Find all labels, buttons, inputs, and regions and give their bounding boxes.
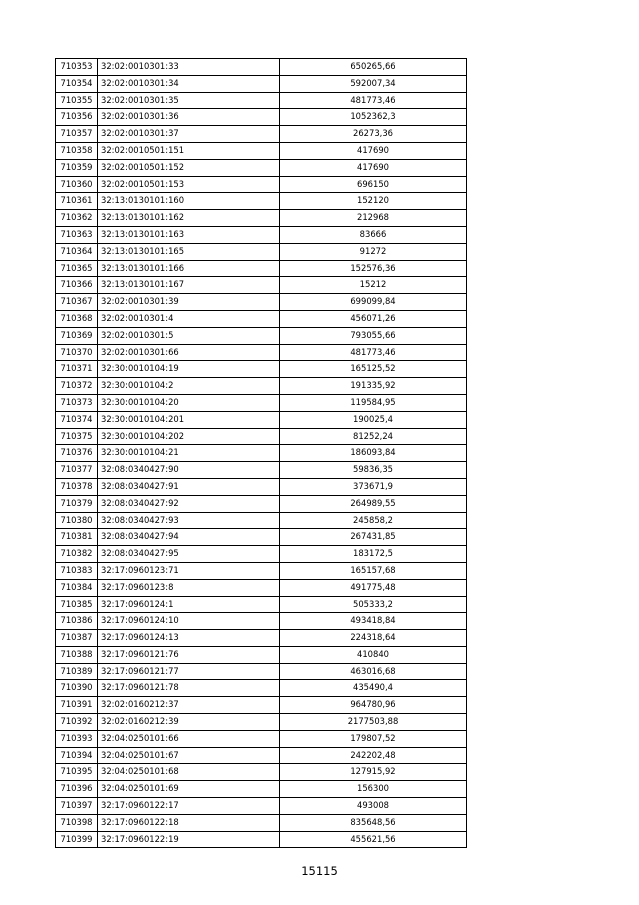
- value-cell: 26273,36: [280, 126, 467, 143]
- value-cell: 83666: [280, 226, 467, 243]
- cadastral-number-cell: 32:17:0960123:8: [98, 579, 280, 596]
- value-cell: 493418,84: [280, 613, 467, 630]
- cadastral-number-cell: 32:17:0960122:19: [98, 831, 280, 848]
- cadastral-number-cell: 32:17:0960124:13: [98, 630, 280, 647]
- table-row: [56, 596, 467, 613]
- value-cell: 179807,52: [280, 730, 467, 747]
- table-row: [56, 546, 467, 563]
- cadastral-number-cell: 32:30:0010104:2: [98, 378, 280, 395]
- cadastral-number-cell: 32:08:0340427:95: [98, 546, 280, 563]
- cadastral-number-cell: 32:17:0960122:18: [98, 814, 280, 831]
- table-row: [56, 226, 467, 243]
- cadastral-number-cell: 32:04:0250101:67: [98, 747, 280, 764]
- row-id-cell: 710357: [56, 126, 98, 143]
- table-row: [56, 613, 467, 630]
- row-id-cell: 710376: [56, 445, 98, 462]
- table-row: [56, 462, 467, 479]
- table-row: [56, 646, 467, 663]
- cadastral-number-cell: 32:13:0130101:160: [98, 193, 280, 210]
- table-row: [56, 176, 467, 193]
- cadastral-number-cell: 32:02:0010301:5: [98, 327, 280, 344]
- value-cell: 190025,4: [280, 411, 467, 428]
- cadastral-number-cell: 32:02:0010301:34: [98, 75, 280, 92]
- row-id-cell: 710361: [56, 193, 98, 210]
- row-id-cell: 710372: [56, 378, 98, 395]
- row-id-cell: 710366: [56, 277, 98, 294]
- table-row: [56, 294, 467, 311]
- value-cell: 1052362,3: [280, 109, 467, 126]
- cadastral-number-cell: 32:02:0010501:152: [98, 159, 280, 176]
- row-id-cell: 710389: [56, 663, 98, 680]
- value-cell: 964780,96: [280, 697, 467, 714]
- row-id-cell: 710369: [56, 327, 98, 344]
- cadastral-number-cell: 32:02:0010301:35: [98, 92, 280, 109]
- value-cell: 152120: [280, 193, 467, 210]
- cadastral-number-cell: 32:17:0960121:77: [98, 663, 280, 680]
- value-cell: 186093,84: [280, 445, 467, 462]
- row-id-cell: 710373: [56, 394, 98, 411]
- cadastral-number-cell: 32:08:0340427:90: [98, 462, 280, 479]
- table-row: [56, 411, 467, 428]
- row-id-cell: 710380: [56, 512, 98, 529]
- table-row: [56, 75, 467, 92]
- value-cell: 505333,2: [280, 596, 467, 613]
- cadastral-number-cell: 32:17:0960122:17: [98, 798, 280, 815]
- cadastral-number-cell: 32:30:0010104:20: [98, 394, 280, 411]
- row-id-cell: 710367: [56, 294, 98, 311]
- table-row: [56, 697, 467, 714]
- cadastral-number-cell: 32:02:0160212:37: [98, 697, 280, 714]
- row-id-cell: 710354: [56, 75, 98, 92]
- row-id-cell: 710386: [56, 613, 98, 630]
- table-row: [56, 747, 467, 764]
- page-number: 15115: [301, 864, 338, 878]
- table-row: [56, 378, 467, 395]
- value-cell: 119584,95: [280, 394, 467, 411]
- table-row: [56, 126, 467, 143]
- row-id-cell: 710383: [56, 562, 98, 579]
- value-cell: 191335,92: [280, 378, 467, 395]
- table-row: [56, 495, 467, 512]
- cadastral-number-cell: 32:02:0010301:36: [98, 109, 280, 126]
- data-table: [55, 58, 467, 848]
- table-row: [56, 428, 467, 445]
- table-row: [56, 579, 467, 596]
- value-cell: 835648,56: [280, 814, 467, 831]
- table-row: [56, 159, 467, 176]
- table-row: [56, 243, 467, 260]
- value-cell: 81252,24: [280, 428, 467, 445]
- row-id-cell: 710390: [56, 680, 98, 697]
- row-id-cell: 710379: [56, 495, 98, 512]
- row-id-cell: 710392: [56, 714, 98, 731]
- row-id-cell: 710355: [56, 92, 98, 109]
- row-id-cell: 710358: [56, 142, 98, 159]
- row-id-cell: 710377: [56, 462, 98, 479]
- table-row: [56, 445, 467, 462]
- value-cell: 455621,56: [280, 831, 467, 848]
- cadastral-number-cell: 32:02:0010301:33: [98, 59, 280, 76]
- cadastral-number-cell: 32:04:0250101:69: [98, 781, 280, 798]
- cadastral-number-cell: 32:02:0010301:39: [98, 294, 280, 311]
- row-id-cell: 710391: [56, 697, 98, 714]
- value-cell: 410840: [280, 646, 467, 663]
- row-id-cell: 710396: [56, 781, 98, 798]
- cadastral-number-cell: 32:17:0960124:1: [98, 596, 280, 613]
- table-row: [56, 781, 467, 798]
- table-row: [56, 630, 467, 647]
- row-id-cell: 710375: [56, 428, 98, 445]
- cadastral-number-cell: 32:30:0010104:201: [98, 411, 280, 428]
- value-cell: 696150: [280, 176, 467, 193]
- row-id-cell: 710399: [56, 831, 98, 848]
- cadastral-number-cell: 32:02:0010301:66: [98, 344, 280, 361]
- cadastral-number-cell: 32:08:0340427:91: [98, 478, 280, 495]
- value-cell: 373671,9: [280, 478, 467, 495]
- cadastral-number-cell: 32:02:0010301:37: [98, 126, 280, 143]
- table-row: [56, 327, 467, 344]
- row-id-cell: 710393: [56, 730, 98, 747]
- table-row: [56, 680, 467, 697]
- value-cell: 264989,55: [280, 495, 467, 512]
- table-row: [56, 210, 467, 227]
- cadastral-number-cell: 32:17:0960121:78: [98, 680, 280, 697]
- value-cell: 481773,46: [280, 92, 467, 109]
- value-cell: 242202,48: [280, 747, 467, 764]
- value-cell: 212968: [280, 210, 467, 227]
- value-cell: 267431,85: [280, 529, 467, 546]
- table-row: [56, 714, 467, 731]
- row-id-cell: 710388: [56, 646, 98, 663]
- value-cell: 456071,26: [280, 310, 467, 327]
- value-cell: 491775,48: [280, 579, 467, 596]
- value-cell: 165125,52: [280, 361, 467, 378]
- table-row: [56, 798, 467, 815]
- row-id-cell: 710363: [56, 226, 98, 243]
- table-row: [56, 193, 467, 210]
- table-row: [56, 142, 467, 159]
- cadastral-number-cell: 32:13:0130101:165: [98, 243, 280, 260]
- row-id-cell: 710359: [56, 159, 98, 176]
- table-row: [56, 663, 467, 680]
- row-id-cell: 710378: [56, 478, 98, 495]
- cadastral-number-cell: 32:04:0250101:66: [98, 730, 280, 747]
- cadastral-number-cell: 32:02:0160212:39: [98, 714, 280, 731]
- cadastral-number-cell: 32:17:0960121:76: [98, 646, 280, 663]
- cadastral-number-cell: 32:17:0960123:71: [98, 562, 280, 579]
- table-row: [56, 512, 467, 529]
- row-id-cell: 710356: [56, 109, 98, 126]
- row-id-cell: 710368: [56, 310, 98, 327]
- table-row: [56, 92, 467, 109]
- value-cell: 481773,46: [280, 344, 467, 361]
- cadastral-number-cell: 32:30:0010104:19: [98, 361, 280, 378]
- row-id-cell: 710385: [56, 596, 98, 613]
- table-row: [56, 394, 467, 411]
- table-row: [56, 59, 467, 76]
- row-id-cell: 710397: [56, 798, 98, 815]
- row-id-cell: 710394: [56, 747, 98, 764]
- value-cell: 699099,84: [280, 294, 467, 311]
- value-cell: 493008: [280, 798, 467, 815]
- cadastral-number-cell: 32:17:0960124:10: [98, 613, 280, 630]
- cadastral-number-cell: 32:02:0010501:153: [98, 176, 280, 193]
- row-id-cell: 710371: [56, 361, 98, 378]
- row-id-cell: 710384: [56, 579, 98, 596]
- table-row: [56, 814, 467, 831]
- value-cell: 417690: [280, 159, 467, 176]
- value-cell: 127915,92: [280, 764, 467, 781]
- row-id-cell: 710395: [56, 764, 98, 781]
- row-id-cell: 710360: [56, 176, 98, 193]
- table-row: [56, 277, 467, 294]
- table-row: [56, 109, 467, 126]
- value-cell: 2177503,88: [280, 714, 467, 731]
- cadastral-number-cell: 32:13:0130101:163: [98, 226, 280, 243]
- table-row: [56, 361, 467, 378]
- value-cell: 59836,35: [280, 462, 467, 479]
- row-id-cell: 710370: [56, 344, 98, 361]
- value-cell: 156300: [280, 781, 467, 798]
- table-row: [56, 478, 467, 495]
- table-row: [56, 344, 467, 361]
- value-cell: 15212: [280, 277, 467, 294]
- table-row: [56, 562, 467, 579]
- value-cell: 435490,4: [280, 680, 467, 697]
- table-row: [56, 764, 467, 781]
- table-row: [56, 831, 467, 848]
- row-id-cell: 710381: [56, 529, 98, 546]
- value-cell: 592007,34: [280, 75, 467, 92]
- cadastral-number-cell: 32:13:0130101:167: [98, 277, 280, 294]
- value-cell: 245858,2: [280, 512, 467, 529]
- row-id-cell: 710398: [56, 814, 98, 831]
- cadastral-number-cell: 32:08:0340427:94: [98, 529, 280, 546]
- cadastral-number-cell: 32:02:0010501:151: [98, 142, 280, 159]
- cadastral-number-cell: 32:08:0340427:93: [98, 512, 280, 529]
- value-cell: 650265,66: [280, 59, 467, 76]
- cadastral-number-cell: 32:30:0010104:202: [98, 428, 280, 445]
- value-cell: 152576,36: [280, 260, 467, 277]
- table-row: [56, 529, 467, 546]
- row-id-cell: 710387: [56, 630, 98, 647]
- row-id-cell: 710374: [56, 411, 98, 428]
- row-id-cell: 710362: [56, 210, 98, 227]
- row-id-cell: 710353: [56, 59, 98, 76]
- value-cell: 463016,68: [280, 663, 467, 680]
- value-cell: 793055,66: [280, 327, 467, 344]
- row-id-cell: 710364: [56, 243, 98, 260]
- table-row: [56, 260, 467, 277]
- cadastral-number-cell: 32:13:0130101:162: [98, 210, 280, 227]
- table-row: [56, 730, 467, 747]
- value-cell: 183172,5: [280, 546, 467, 563]
- row-id-cell: 710382: [56, 546, 98, 563]
- cadastral-number-cell: 32:08:0340427:92: [98, 495, 280, 512]
- value-cell: 417690: [280, 142, 467, 159]
- value-cell: 165157,68: [280, 562, 467, 579]
- value-cell: 224318,64: [280, 630, 467, 647]
- table-body: [56, 59, 467, 848]
- cadastral-number-cell: 32:02:0010301:4: [98, 310, 280, 327]
- cadastral-number-cell: 32:13:0130101:166: [98, 260, 280, 277]
- cadastral-number-cell: 32:04:0250101:68: [98, 764, 280, 781]
- cadastral-number-cell: 32:30:0010104:21: [98, 445, 280, 462]
- table-row: [56, 310, 467, 327]
- row-id-cell: 710365: [56, 260, 98, 277]
- value-cell: 91272: [280, 243, 467, 260]
